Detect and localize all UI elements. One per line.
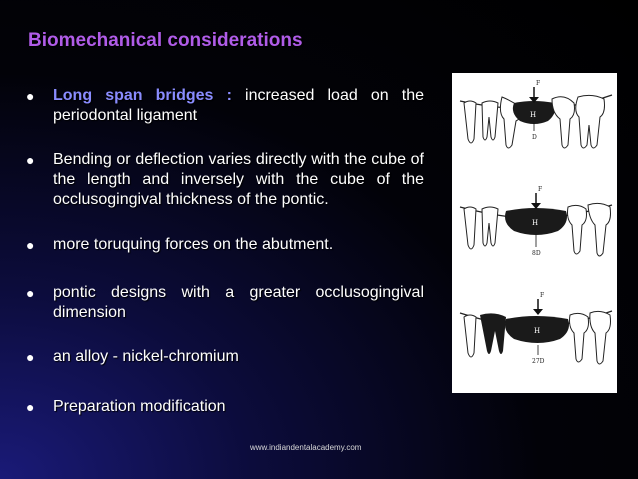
force-label: F [538,186,543,193]
bullet-dot-icon: ● [26,399,35,415]
deflection-panel-2 [460,186,612,257]
pontic-label: H [530,111,537,119]
bullet-dot-icon: ● [26,237,35,253]
bridge-deflection-illustration [452,73,617,393]
footer-url: www.indiandentalacademy.com [250,443,362,452]
bullet-item [26,86,424,126]
bullet-text: Bending or deflection varies directly with the cube of the length and inversely with the cube of the occlusogingival thickness of the pontic. [53,151,424,208]
bullet-item [26,347,424,367]
bullet-item [26,150,424,210]
bullet-item [26,283,424,323]
bullet-highlight: Long span bridges [53,87,214,104]
bullet-body: increased load on the periodontal ligament [53,87,425,124]
bullet-separator: : [213,87,246,104]
bullet-item [26,235,424,255]
bullet-dot-icon: ● [26,152,35,168]
bullet-text: more toruquing forces on the abutment. [53,236,334,253]
bullet-text: an alloy - nickel-chromium [53,348,239,365]
bullet-dot-icon: ● [26,88,35,104]
bullet-text: Preparation modification [53,398,226,415]
bullet-text: pontic designs with a greater occlusogingival dimension [53,284,424,321]
deflection-label: D [532,134,537,141]
deflection-label: 27D [532,358,545,365]
deflection-panel-1 [460,80,612,148]
bridge-deflection-figure [452,73,617,393]
slide-title: Biomechanical considerations [28,30,303,51]
deflection-label: 8D [532,250,541,257]
bullet-dot-icon: ● [26,349,35,365]
bullet-text [53,86,424,126]
force-label: F [540,292,545,299]
pontic-label: H [534,327,541,335]
force-label: F [536,80,541,87]
deflection-panel-3 [460,292,612,365]
bullet-dot-icon: ● [26,285,35,301]
bullet-item [26,397,424,417]
pontic-label: H [532,219,539,227]
